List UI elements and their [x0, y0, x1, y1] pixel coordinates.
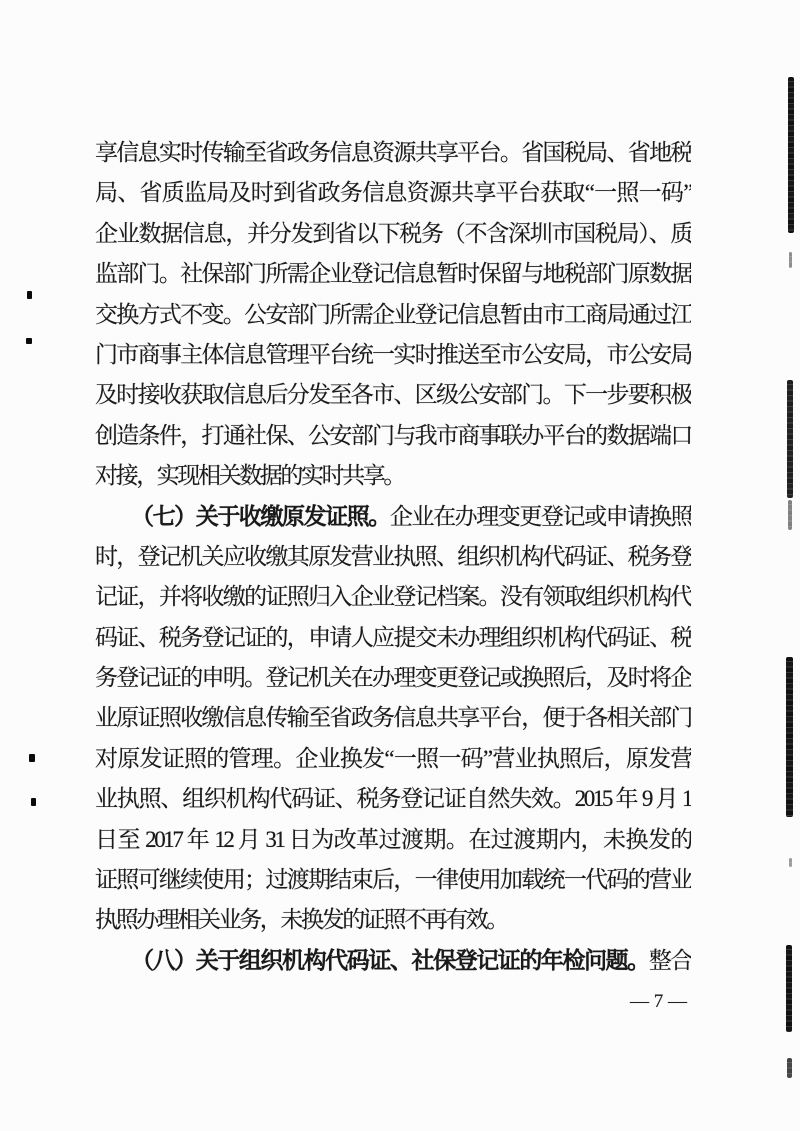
- right-edge-scan-streak: [787, 380, 793, 498]
- text-line: [95, 658, 691, 698]
- text-line: [95, 900, 691, 940]
- text-line: [95, 618, 691, 658]
- text-line: [95, 860, 691, 900]
- text-segment: 创造条件，打通社保、公安部门与我市商事联办平台的数据端口: [95, 422, 691, 448]
- text-line: [95, 295, 691, 335]
- text-segment: 交换方式不变。公安部门所需企业登记信息暂由市工商局通过江: [95, 301, 691, 327]
- text-line: [95, 214, 691, 254]
- right-edge-scan-streak: [788, 500, 792, 530]
- text-line: [95, 456, 691, 496]
- text-line: [95, 416, 691, 456]
- text-segment: 对接，实现相关数据的实时共享。: [95, 463, 405, 489]
- right-edge-scan-streak: [789, 252, 792, 268]
- text-line: [95, 698, 691, 738]
- text-line: [95, 375, 691, 415]
- right-edge-scan-streak: [786, 657, 793, 817]
- text-segment: 业执照、组织机构代码证、税务登记证自然失效。2015 年 9 月 1: [95, 786, 691, 812]
- text-segment: 时，登记机关应收缴其原发营业执照、组织机构代码证、税务登: [95, 543, 691, 569]
- text-segment: 企业数据信息，并分发到省以下税务（不含深圳市国税局）、质: [95, 220, 691, 246]
- left-margin-scan-mark: [31, 798, 36, 806]
- right-edge-scan-streak: [787, 1058, 792, 1078]
- right-edge-scan-streak: [788, 77, 794, 233]
- text-segment: 务登记证的申明。登记机关在办理变更登记或换照后，及时将企: [95, 665, 691, 691]
- text-line: [95, 173, 691, 213]
- text-line: [95, 335, 691, 375]
- text-segment: 日至 2017 年 12 月 31 日为改革过渡期。在过渡期内，未换发的: [95, 826, 691, 852]
- text-line: [95, 739, 691, 779]
- text-segment: 企业在办理变更登记或申请换照: [389, 503, 691, 529]
- text-line: [95, 133, 691, 173]
- right-edge-scan-streak: [789, 858, 792, 867]
- left-margin-scan-mark: [27, 291, 32, 299]
- right-edge-scan-streak: [786, 945, 792, 1032]
- text-segment: 局、省质监局及时到省政务信息资源共享平台获取“一照一码”: [95, 180, 691, 206]
- text-line: [95, 577, 691, 617]
- text-segment: 证照可继续使用；过渡期结束后，一律使用加载统一代码的营业: [95, 867, 691, 893]
- text-segment: 门市商事主体信息管理平台统一实时推送至市公安局，市公安局: [95, 341, 691, 367]
- section-heading-segment: （七）关于收缴原发证照。: [131, 503, 390, 529]
- text-line: [95, 254, 691, 294]
- text-line: [95, 779, 691, 819]
- text-line: [95, 820, 691, 860]
- text-segment: 享信息实时传输至省政务信息资源共享平台。省国税局、省地税: [95, 140, 691, 165]
- body-text: [95, 133, 691, 981]
- text-segment: 业原证照收缴信息传输至省政务信息共享平台，便于各相关部门: [95, 705, 691, 731]
- text-line: [95, 537, 691, 577]
- left-margin-scan-mark: [26, 338, 32, 344]
- text-segment: 对原发证照的管理。企业换发“一照一码”营业执照后，原发营: [95, 745, 691, 771]
- text-segment: 执照办理相关业务，未换发的证照不再有效。: [95, 907, 508, 933]
- text-segment: 监部门。社保部门所需企业登记信息暂时保留与地税部门原数据: [95, 261, 691, 287]
- text-segment: 整合: [648, 947, 691, 973]
- section-heading-segment: （八）关于组织机构代码证、社保登记证的年检问题。: [131, 947, 649, 973]
- text-line: [95, 941, 691, 981]
- left-margin-scan-mark: [29, 754, 35, 762]
- text-segment: 记证，并将收缴的证照归入企业登记档案。没有领取组织机构代: [95, 584, 691, 610]
- page-number: — 7 —: [630, 991, 687, 1012]
- text-line: [95, 497, 691, 537]
- text-segment: 及时接收获取信息后分发至各市、区级公安部门。下一步要积极: [95, 382, 691, 408]
- text-segment: 码证、税务登记证的，申请人应提交未办理组织机构代码证、税: [95, 624, 691, 650]
